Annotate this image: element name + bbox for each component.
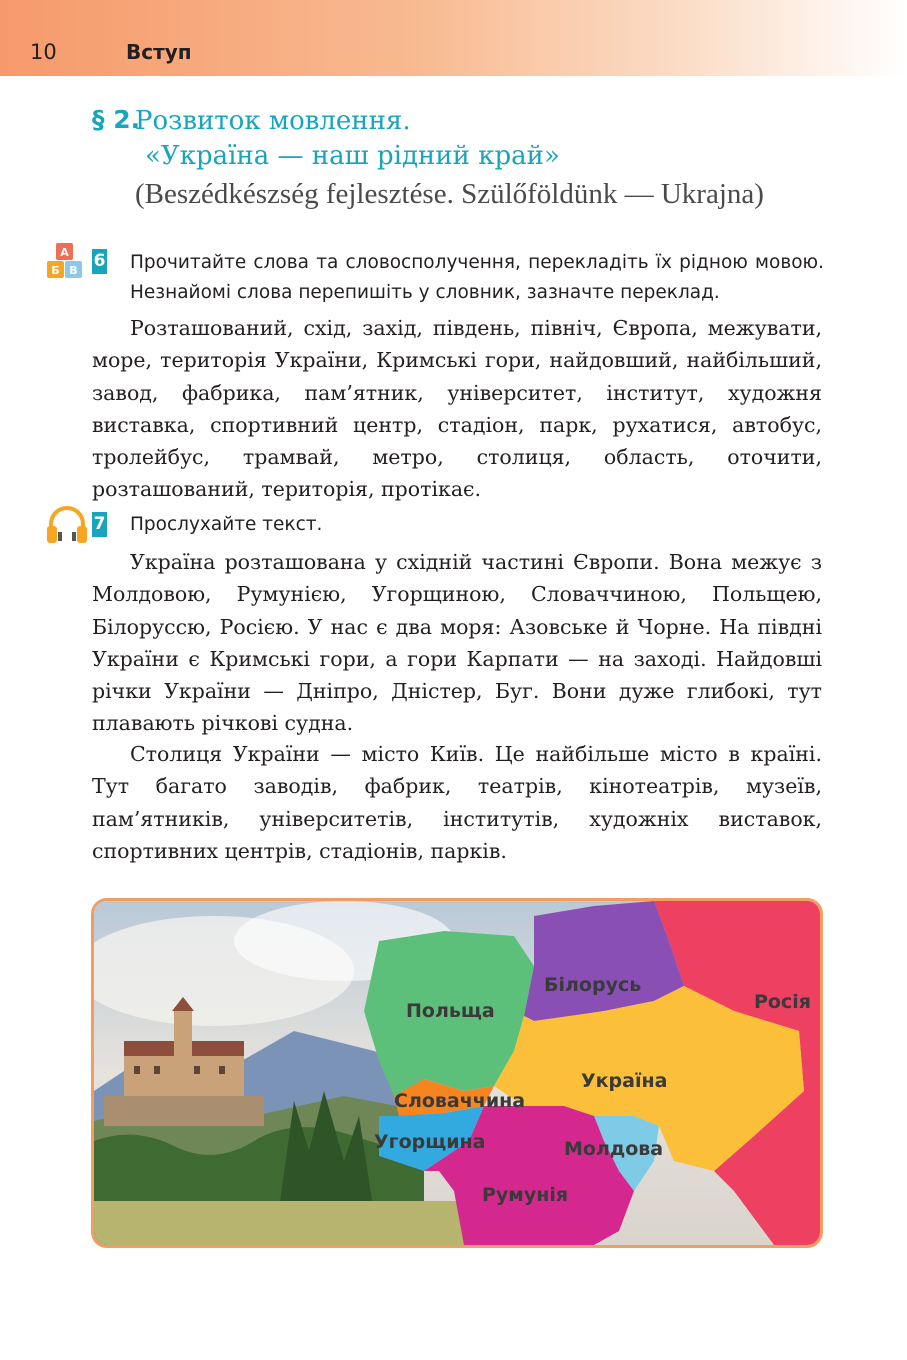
headphones-icon bbox=[44, 502, 90, 546]
paragraph-mark: § 2. bbox=[92, 105, 141, 134]
exercise-7-instruction: Прослухайте текст. bbox=[130, 514, 323, 535]
abc-blocks-icon bbox=[44, 241, 90, 285]
exercise-7-paragraph-2: Столиця України — місто Київ. Це найбільше місто в країні. Тут багато заводів, фабрик, театрів, кінотеатрів, музеїв, пам’ятників, університетів, інститутів, художніх виставок, спортивних центрів, стадіонів, парків. bbox=[92, 742, 822, 863]
map-label-ukraine: Україна bbox=[581, 1070, 668, 1092]
page-number: 10 bbox=[30, 40, 57, 64]
page-header bbox=[0, 0, 907, 76]
map-label-romania: Румунія bbox=[482, 1184, 569, 1206]
map-label-moldova: Молдова bbox=[564, 1138, 664, 1160]
map-label-slovakia: Словаччина bbox=[394, 1090, 526, 1112]
svg-text:А: А bbox=[60, 246, 69, 259]
title-translation: (Beszédkészség fejlesztése. Szülőföldünk — Ukrajna) bbox=[135, 178, 764, 210]
exercise-6-instruction: Прочитайте слова та словосполучення, перекладіть їх рідною мовою. Незнайомі слова перепишіть у словник, зазначте переклад. bbox=[130, 252, 824, 303]
exercise-7-paragraph-1: Україна розташована у східній частині Європи. Вона межує з Молдовою, Румунією, Угорщиною, Словаччиною, Польщею, Білоруссю, Росією. У нас є два моря: Азовське й Чорне. На півдні України є Кримські гори, а гори Карпати — на заході. Найдовші річки України — Дніпро, Дністер, Буг. Вони дуже глибокі, тут плавають річкові судна. bbox=[92, 550, 822, 736]
map-figure bbox=[91, 898, 823, 1248]
section-name: Вступ bbox=[126, 40, 192, 64]
svg-text:В: В bbox=[69, 264, 78, 277]
exercise-number-6: 6 bbox=[92, 249, 107, 274]
exercise-6-word-list: Розташований, схід, захід, південь, північ, Європа, межувати, море, територія України, Кримські гори, найдовший, найбільший, завод, фабрика, пам’ятник, університет, інститут, художня виставка, спортивний центр, стадіон, парк, рухатися, автобус, тролейбус, трамвай, метро, столиця, область, оточити, розташований, територія, протікає. bbox=[92, 316, 822, 502]
map-label-poland: Польща bbox=[406, 1000, 495, 1022]
map-label-belarus: Білорусь bbox=[544, 974, 642, 996]
title-line-2: «Україна — наш рідний край» bbox=[145, 141, 560, 171]
exercise-number-7: 7 bbox=[92, 512, 107, 537]
map-label-hungary: Угорщина bbox=[374, 1131, 486, 1153]
title-line-1: Розвиток мовлення. bbox=[135, 106, 411, 136]
map-label-russia: Росія bbox=[754, 991, 811, 1013]
svg-text:Б: Б bbox=[51, 264, 60, 277]
ukraine-neighbors-map bbox=[94, 901, 820, 1245]
